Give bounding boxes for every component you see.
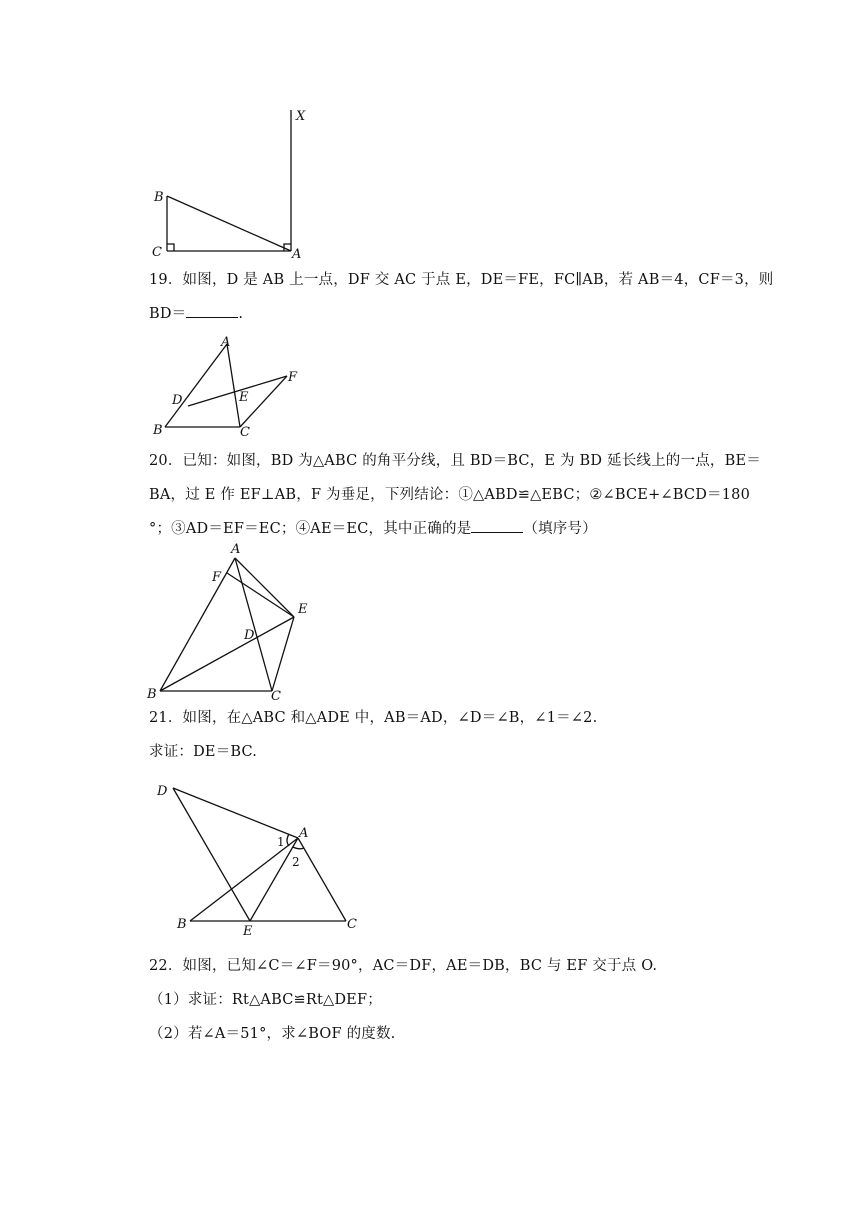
segment-ab bbox=[165, 344, 227, 427]
angle-arc-1 bbox=[287, 834, 289, 846]
q19-answer-blank[interactable] bbox=[186, 303, 238, 318]
q19-line2-suffix: . bbox=[238, 306, 244, 322]
segment-be bbox=[160, 617, 294, 691]
label-e: E bbox=[298, 602, 308, 617]
label-e: E bbox=[239, 390, 249, 405]
label-e: E bbox=[243, 924, 253, 938]
label-x: X bbox=[296, 109, 306, 124]
label-d: D bbox=[157, 784, 168, 799]
label-a: A bbox=[221, 335, 231, 350]
segment-ba bbox=[167, 196, 291, 251]
segment-fe bbox=[227, 573, 294, 617]
q19-line2-prefix: BD＝ bbox=[149, 306, 187, 322]
label-c: C bbox=[347, 917, 357, 932]
label-angle-2: 2 bbox=[292, 855, 300, 869]
right-angle-mark-c bbox=[167, 244, 174, 251]
label-d: D bbox=[172, 393, 183, 408]
segment-ab bbox=[160, 558, 235, 691]
segment-ac bbox=[298, 838, 346, 921]
label-b: B bbox=[154, 190, 164, 205]
q20-answer-blank[interactable] bbox=[471, 518, 523, 533]
angle-arc-2 bbox=[293, 847, 304, 849]
label-b: B bbox=[153, 423, 163, 438]
figure-q21 bbox=[145, 778, 370, 938]
q22-line3: （2）若∠A＝51°，求∠BOF 的度数. bbox=[149, 1026, 396, 1042]
q21-line2: 求证：DE＝BC. bbox=[149, 744, 258, 760]
label-c: C bbox=[152, 245, 162, 260]
q20-line1: 20．已知：如图，BD 为△ABC 的角平分线，且 BD＝BC，E 为 BD 延长线上的一点，BE＝ bbox=[149, 453, 761, 469]
label-a: A bbox=[231, 542, 241, 557]
q20-line2: BA，过 E 作 EF⊥AB，F 为垂足，下列结论：①△ABD≌△EBC；②∠BCE+∠BCD＝180 bbox=[149, 487, 750, 503]
q19-line1: 19．如图，D 是 AB 上一点，DF 交 AC 于点 E，DE＝FE，FC∥AB，若 AB＝4，CF＝3，则 bbox=[149, 272, 774, 288]
label-b: B bbox=[147, 687, 157, 702]
label-c: C bbox=[240, 425, 250, 440]
label-c: C bbox=[271, 689, 281, 703]
label-a: A bbox=[292, 247, 302, 262]
segment-de bbox=[173, 788, 250, 921]
q20-line3-prefix: °；③AD＝EF＝EC；④AE＝EC，其中正确的是 bbox=[149, 521, 472, 537]
q20-line3 bbox=[149, 518, 597, 539]
label-angle-1: 1 bbox=[277, 835, 285, 849]
q19-line2 bbox=[149, 303, 243, 324]
q21-line1: 21．如图，在△ABC 和△ADE 中，AB＝AD，∠D＝∠B，∠1＝∠2. bbox=[149, 710, 598, 726]
segment-ce bbox=[272, 617, 294, 691]
segment-ba bbox=[190, 838, 298, 921]
segment-ac bbox=[235, 558, 272, 691]
segment-ac bbox=[227, 344, 240, 427]
label-f: F bbox=[288, 370, 298, 385]
segment-da bbox=[173, 788, 298, 838]
segment-ea bbox=[250, 838, 298, 921]
label-f: F bbox=[212, 570, 222, 585]
q22-line2: （1）求证：Rt△ABC≌Rt△DEF； bbox=[149, 992, 382, 1008]
label-b: B bbox=[177, 917, 187, 932]
figure-q18 bbox=[140, 100, 330, 265]
label-a: A bbox=[299, 826, 309, 841]
q20-line3-suffix: （填序号） bbox=[523, 521, 597, 537]
figure-q19 bbox=[145, 334, 315, 440]
label-d: D bbox=[244, 628, 255, 643]
q22-line1: 22．如图，已知∠C＝∠F＝90°，AC＝DF，AE＝DB，BC 与 EF 交于点 O. bbox=[149, 958, 658, 974]
segment-df bbox=[188, 376, 287, 406]
figure-q20 bbox=[140, 538, 325, 703]
